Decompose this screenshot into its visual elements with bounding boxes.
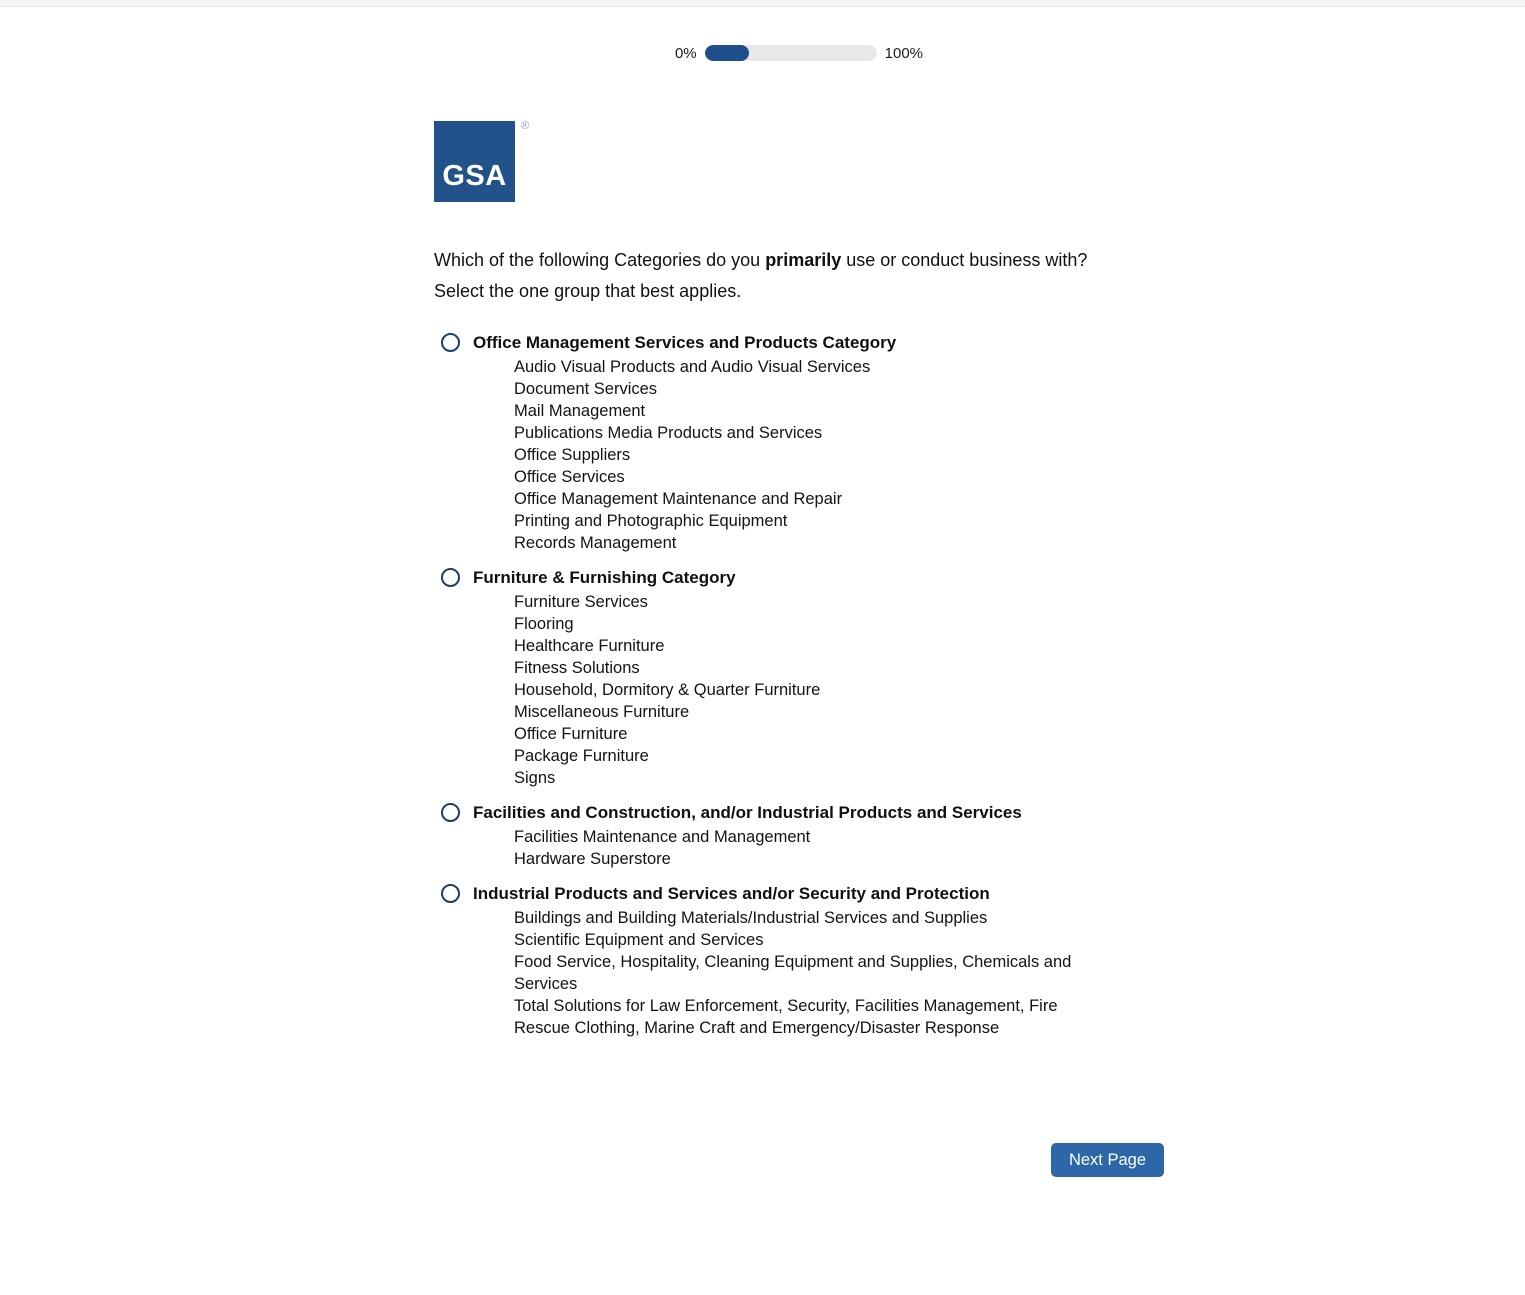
option-facilities-construction[interactable] bbox=[434, 801, 1164, 825]
option-group-industrial-security bbox=[434, 882, 1164, 1039]
sub-item: Document Services bbox=[514, 380, 658, 398]
radio-button-icon[interactable] bbox=[441, 333, 460, 352]
progress-fill bbox=[705, 45, 750, 61]
radio-button-icon[interactable] bbox=[441, 568, 460, 587]
sub-list bbox=[514, 591, 1114, 789]
option-group-furniture bbox=[434, 566, 1164, 789]
sub-item: Publications Media Products and Services bbox=[514, 424, 823, 442]
option-label[interactable]: Industrial Products and Services and/or Security and Protection bbox=[473, 884, 990, 903]
question-bold-word: primarily bbox=[765, 250, 842, 270]
option-office-management[interactable] bbox=[434, 331, 1164, 355]
options-list bbox=[434, 331, 1164, 1039]
sub-item: Office Suppliers bbox=[514, 446, 631, 464]
option-group-facilities-construction bbox=[434, 801, 1164, 870]
radio-button-icon[interactable] bbox=[441, 884, 460, 903]
option-label[interactable]: Facilities and Construction, and/or Industrial Products and Services bbox=[473, 803, 1022, 822]
footer bbox=[434, 1143, 1164, 1177]
sub-item: Buildings and Building Materials/Industrial Services and Supplies bbox=[514, 909, 988, 927]
gsa-logo-text: GSA bbox=[442, 160, 507, 192]
sub-item: Hardware Superstore bbox=[514, 850, 671, 868]
sub-list bbox=[514, 356, 1114, 554]
sub-item: Signs bbox=[514, 769, 556, 787]
progress-min-label: 0% bbox=[674, 44, 697, 62]
sub-item: Furniture Services bbox=[514, 593, 648, 611]
sub-item: Package Furniture bbox=[514, 747, 649, 765]
sub-item: Household, Dormitory & Quarter Furniture bbox=[514, 681, 821, 699]
question-part1: Which of the following Categories do you bbox=[434, 250, 766, 270]
gsa-logo bbox=[434, 121, 529, 202]
gsa-logo-square bbox=[434, 121, 515, 202]
option-furniture[interactable] bbox=[434, 566, 1164, 590]
survey-container bbox=[434, 43, 1164, 1177]
next-page-button[interactable]: Next Page bbox=[1051, 1143, 1164, 1177]
sub-item: Facilities Maintenance and Management bbox=[514, 828, 811, 846]
sub-item: Healthcare Furniture bbox=[514, 637, 665, 655]
sub-item: Miscellaneous Furniture bbox=[514, 703, 690, 721]
option-group-office-management bbox=[434, 331, 1164, 554]
sub-item: Office Services bbox=[514, 468, 625, 486]
sub-item: Total Solutions for Law Enforcement, Security, Facilities Management, Fire Rescue Clothing, Marine Craft and Emergency/Disaster Response bbox=[514, 997, 1058, 1037]
sub-item: Office Furniture bbox=[514, 725, 628, 743]
progress-max-label: 100% bbox=[884, 44, 924, 62]
sub-list bbox=[514, 826, 1114, 870]
sub-list bbox=[514, 907, 1114, 1039]
question-part2: use or conduct business with? Select the one group that best applies. bbox=[434, 250, 1088, 301]
sub-item: Mail Management bbox=[514, 402, 646, 420]
progress-track bbox=[705, 45, 877, 61]
top-divider bbox=[0, 0, 1525, 7]
registered-trademark-mark: ® bbox=[520, 120, 529, 132]
sub-item: Flooring bbox=[514, 615, 574, 633]
sub-item: Audio Visual Products and Audio Visual Services bbox=[514, 358, 871, 376]
option-label[interactable]: Office Management Services and Products Category bbox=[473, 333, 897, 352]
option-label[interactable]: Furniture & Furnishing Category bbox=[473, 568, 736, 587]
sub-item: Printing and Photographic Equipment bbox=[514, 512, 788, 530]
sub-item: Food Service, Hospitality, Cleaning Equipment and Supplies, Chemicals and Services bbox=[514, 953, 1072, 993]
progress-bar bbox=[434, 43, 1164, 63]
option-industrial-security[interactable] bbox=[434, 882, 1164, 906]
question-text bbox=[434, 245, 1134, 307]
sub-item: Records Management bbox=[514, 534, 677, 552]
sub-item: Scientific Equipment and Services bbox=[514, 931, 764, 949]
sub-item: Office Management Maintenance and Repair bbox=[514, 490, 843, 508]
sub-item: Fitness Solutions bbox=[514, 659, 640, 677]
radio-button-icon[interactable] bbox=[441, 803, 460, 822]
